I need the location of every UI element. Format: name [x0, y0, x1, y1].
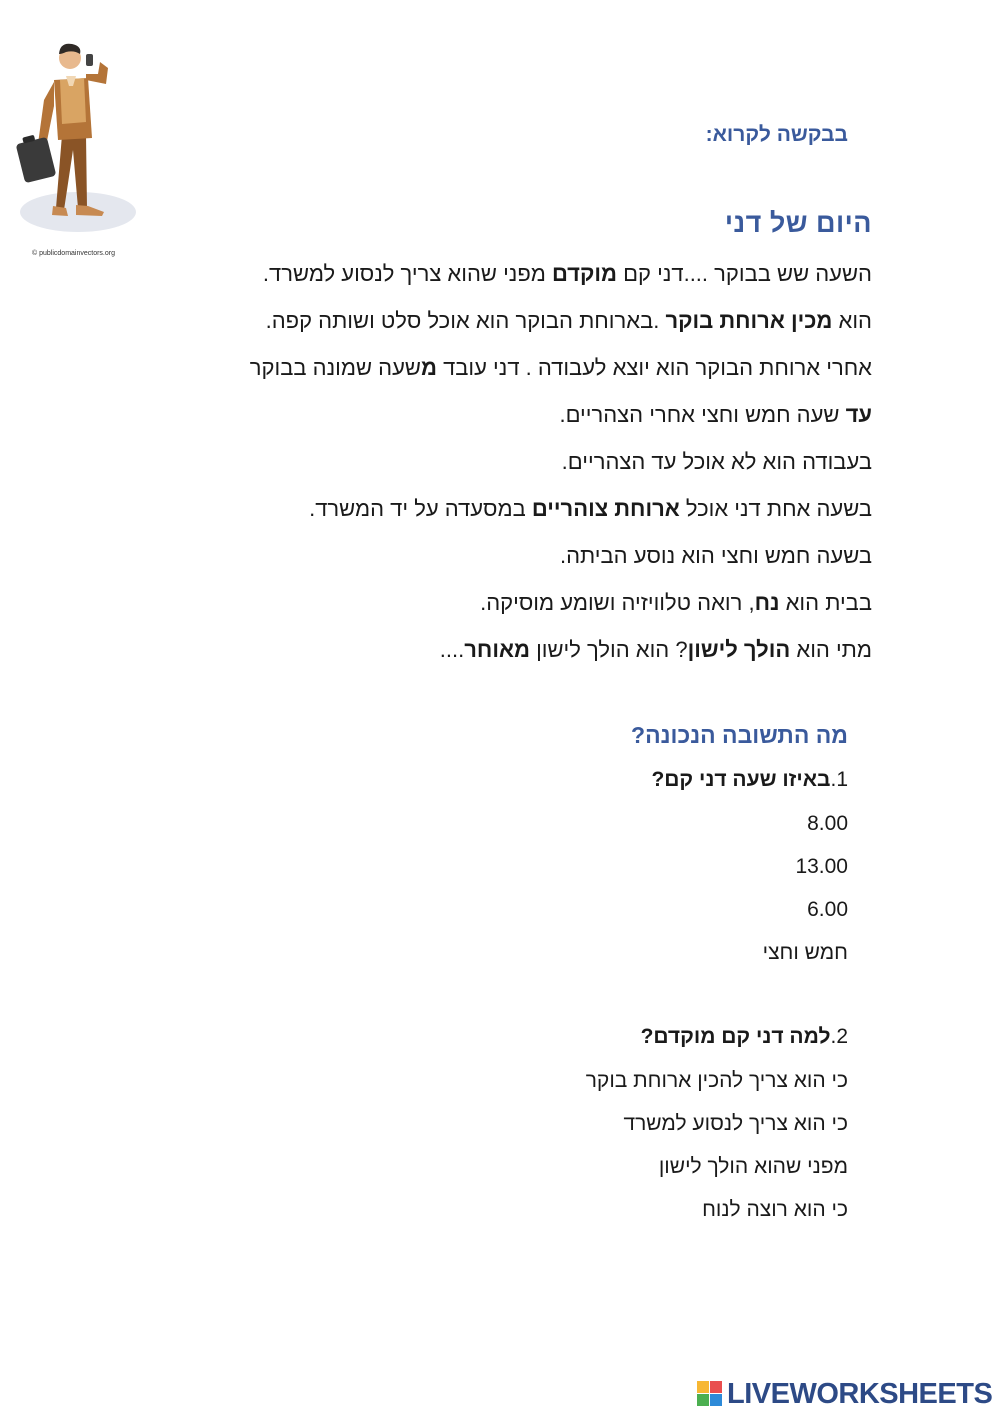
story-text-segment: שעה שמונה בבוקר — [249, 355, 421, 380]
story-text-segment: , רואה טלוויזיה ושומע מוסיקה. — [480, 590, 755, 615]
story-text-segment: בעבודה הוא לא אוכל עד הצהריים. — [561, 449, 872, 474]
answer-option[interactable]: מפני שהוא הולך לישון — [658, 1155, 848, 1178]
story-bold-text: עד — [845, 402, 872, 427]
story-text-segment: בבית הוא — [779, 590, 872, 615]
story-text-segment: שעה חמש וחצי אחרי הצהריים. — [559, 402, 846, 427]
question-1 — [651, 768, 848, 792]
story-text-segment: ? הוא הולך לישון — [529, 637, 688, 662]
story-text-segment: מתי הוא — [790, 637, 872, 662]
story-bold-text: מאוחר — [464, 637, 530, 662]
page-title: היום של דני — [724, 208, 872, 238]
story-bold-text: נח — [754, 590, 780, 615]
question-text: באיזו שעה דני קם? — [651, 768, 831, 791]
story-bold-text: מ — [420, 355, 437, 380]
story-bold-text: מוקדם — [551, 261, 617, 286]
story-line — [112, 440, 872, 487]
story-text-segment: במסעדה על יד המשרד. — [309, 496, 532, 521]
question-text: למה דני קם מוקדם? — [640, 1025, 831, 1048]
answer-option[interactable]: חמש וחצי — [762, 941, 848, 964]
story-text-segment: .... — [439, 637, 465, 662]
story-text-segment: בשעה חמש וחצי הוא נוסע הביתה. — [559, 543, 872, 568]
story-text-segment: .בארוחת הבוקר הוא אוכל סלט ושותה קפה. — [265, 308, 666, 333]
answer-option[interactable]: 8.00 — [807, 812, 848, 835]
story-line — [112, 393, 872, 440]
story-line — [112, 581, 872, 628]
logo-badge-icon — [697, 1381, 723, 1407]
quiz-title: מה התשובה הנכונה? — [631, 722, 848, 748]
story-text-segment: בשעה אחת דני אוכל — [679, 496, 872, 521]
image-credit: © publicdomainvectors.org — [32, 250, 115, 257]
answer-option[interactable]: כי הוא רוצה לנוח — [702, 1198, 848, 1221]
story-bold-text: הולך לישון — [687, 637, 791, 662]
story-line — [112, 487, 872, 534]
answer-option[interactable]: כי הוא צריך להכין ארוחת בוקר — [585, 1069, 848, 1092]
story-line — [112, 346, 872, 393]
story-text — [112, 252, 872, 675]
answer-option[interactable]: 6.00 — [807, 898, 848, 921]
story-line — [112, 628, 872, 675]
question-number: 2. — [830, 1025, 848, 1048]
question-2 — [641, 1025, 848, 1049]
story-line — [112, 252, 872, 299]
story-bold-text: ארוחת צוהריים — [531, 496, 680, 521]
answer-option[interactable]: 13.00 — [795, 855, 848, 878]
story-line — [112, 299, 872, 346]
instruction-text: בבקשה לקרוא: — [705, 123, 848, 146]
story-text-segment: אחרי ארוחת הבוקר הוא יוצא לעבודה . דני עובד — [436, 355, 872, 380]
question-number: 1. — [830, 768, 848, 791]
logo-text: LIVEWORKSHEETS — [727, 1377, 993, 1410]
answer-option[interactable]: כי הוא צריך לנסוע למשרד — [623, 1112, 848, 1135]
story-line — [112, 534, 872, 581]
story-bold-text: מכין ארוחת בוקר — [665, 308, 833, 333]
story-text-segment: מפני שהוא צריך לנסוע למשרד. — [262, 261, 552, 286]
story-text-segment: השעה שש בבוקר ....דני קם — [616, 261, 872, 286]
businessman-illustration — [16, 40, 138, 265]
liveworksheets-logo[interactable] — [697, 1378, 992, 1410]
story-text-segment: הוא — [832, 308, 872, 333]
copyright-icon: © — [32, 250, 38, 257]
